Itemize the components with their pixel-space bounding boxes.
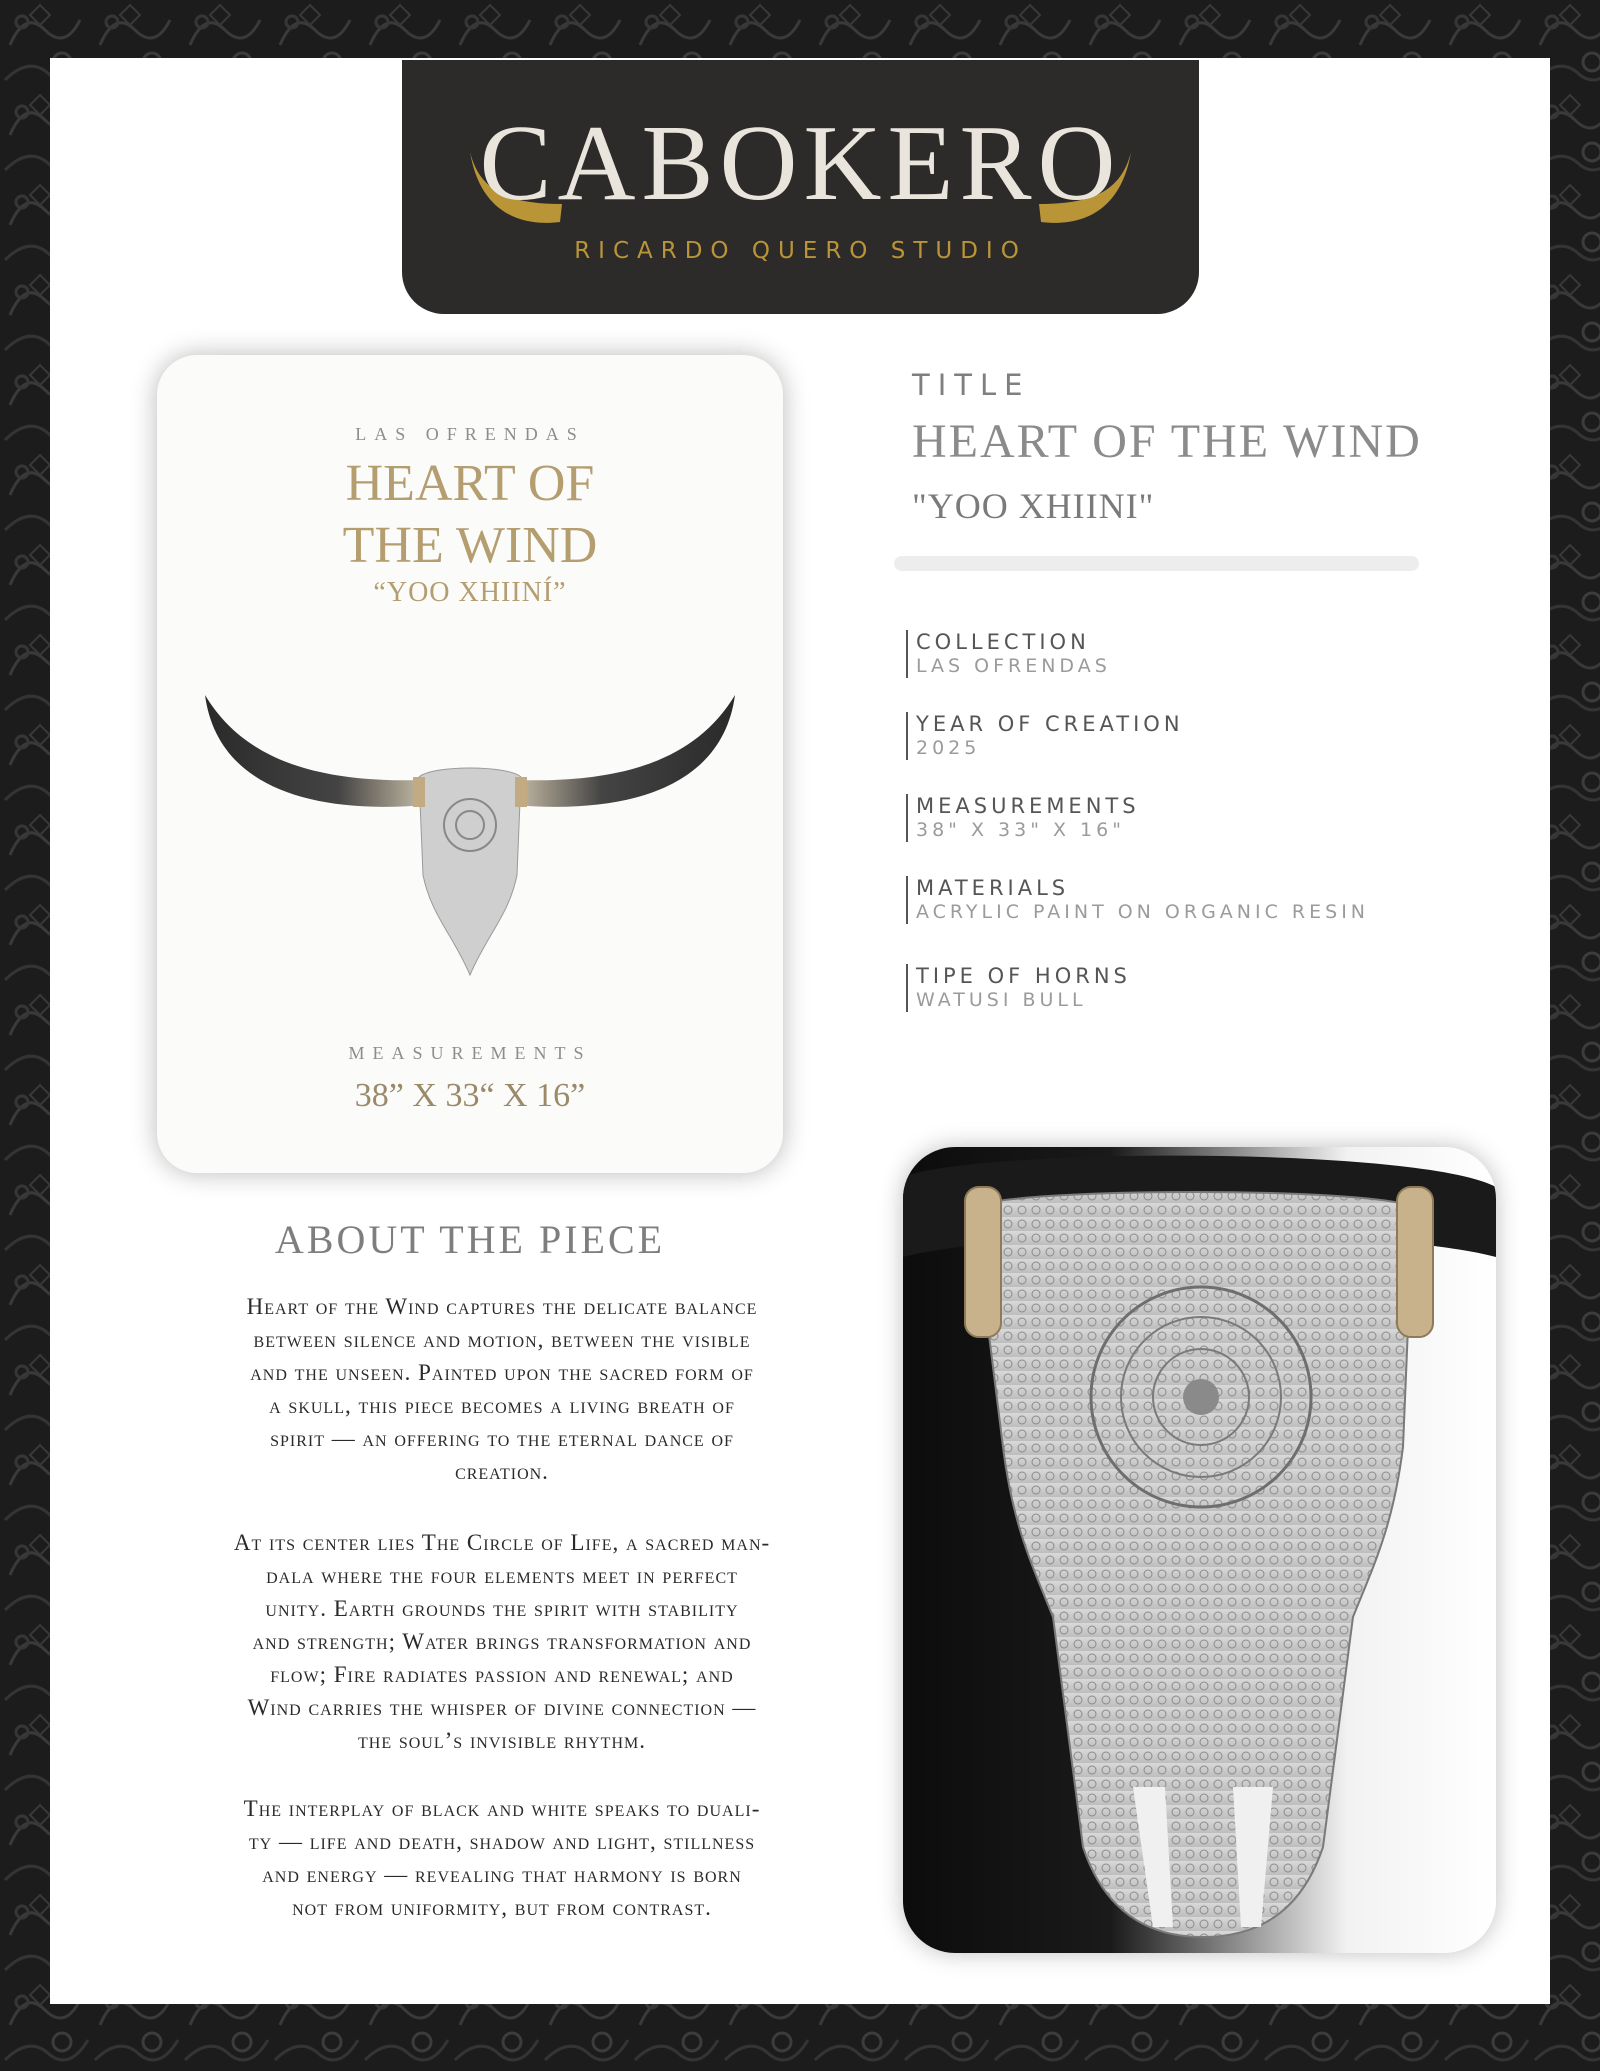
about-heading: ABOUT THE PIECE <box>274 1217 666 1262</box>
about-line: ty — life and death, shadow and light, stillness <box>248 1829 756 1854</box>
about-line: not from uniformity, but from contrast. <box>292 1895 712 1920</box>
skull-closeup-photo <box>903 1147 1496 1953</box>
poster-measurements-label: MEASUREMENTS <box>348 1043 592 1063</box>
title-divider <box>894 556 1419 571</box>
detail-horns <box>906 964 1131 1012</box>
poster-subtitle: “YOO XHIINÍ” <box>373 577 567 608</box>
detail-value: 38" X 33" X 16" <box>916 819 1125 841</box>
about-line: between silence and motion, between the visible <box>253 1327 751 1352</box>
about-line: the soul’s invisible rhythm. <box>358 1728 646 1753</box>
about-line: The interplay of black and white speaks to duali- <box>243 1796 761 1821</box>
title-label: TITLE <box>912 368 1031 402</box>
detail-value: LAS OFRENDAS <box>916 655 1111 677</box>
about-line: a skull, this piece becomes a living breath of <box>269 1393 735 1418</box>
about-line: creation. <box>455 1459 549 1484</box>
detail-measurements <box>906 794 1140 842</box>
detail-key: TIPE OF HORNS <box>916 964 1131 988</box>
about-line: and strength; Water brings transformation and <box>252 1629 752 1654</box>
about-line: Wind carries the whisper of divine connection — <box>247 1695 757 1720</box>
piece-alias: "YOO XHIINI" <box>912 486 1155 526</box>
detail-value: ACRYLIC PAINT ON ORGANIC RESIN <box>916 901 1370 923</box>
detail-materials <box>906 876 1369 924</box>
detail-collection <box>906 630 1111 678</box>
detail-value: 2025 <box>916 737 981 759</box>
about-line: and the unseen. Painted upon the sacred form of <box>250 1360 754 1385</box>
detail-key: MATERIALS <box>916 876 1070 900</box>
about-line: At its center lies The Circle of Life, a sacred man- <box>233 1530 771 1555</box>
brand-logo: CABOKERO <box>479 104 1122 223</box>
poster-measurements-value: 38” X 33“ X 16” <box>354 1077 586 1114</box>
poster-card <box>157 355 783 1173</box>
detail-key: YEAR OF CREATION <box>916 712 1184 736</box>
skull-with-horns-image <box>157 515 783 1015</box>
detail-key: MEASUREMENTS <box>916 794 1140 818</box>
brand-header <box>402 60 1199 314</box>
about-paragraph-3 <box>157 1792 847 1924</box>
detail-value: WATUSI BULL <box>916 989 1087 1011</box>
about-line: unity. Earth grounds the spirit with stability <box>265 1596 739 1621</box>
about-paragraph-2 <box>157 1526 847 1757</box>
brand-subtitle: RICARDO QUERO STUDIO <box>574 238 1027 264</box>
about-line: dala where the four elements meet in perfect <box>266 1563 738 1588</box>
poster-title-line2: THE WIND <box>342 517 598 574</box>
about-paragraph-1 <box>157 1290 847 1488</box>
poster-collection: LAS OFRENDAS <box>355 424 585 444</box>
poster-title-line1: HEART OF <box>345 455 595 512</box>
about-line: Heart of the Wind captures the delicate balance <box>246 1294 758 1319</box>
skull-closeup-image <box>903 1147 1496 1953</box>
piece-title: HEART OF THE WIND <box>912 415 1422 468</box>
detail-key: COLLECTION <box>916 630 1090 654</box>
about-line: flow; Fire radiates passion and renewal; and <box>270 1662 734 1687</box>
detail-year <box>906 712 1184 760</box>
about-line: and energy — revealing that harmony is born <box>262 1862 742 1887</box>
about-line: spirit — an offering to the eternal dance of <box>270 1426 734 1451</box>
